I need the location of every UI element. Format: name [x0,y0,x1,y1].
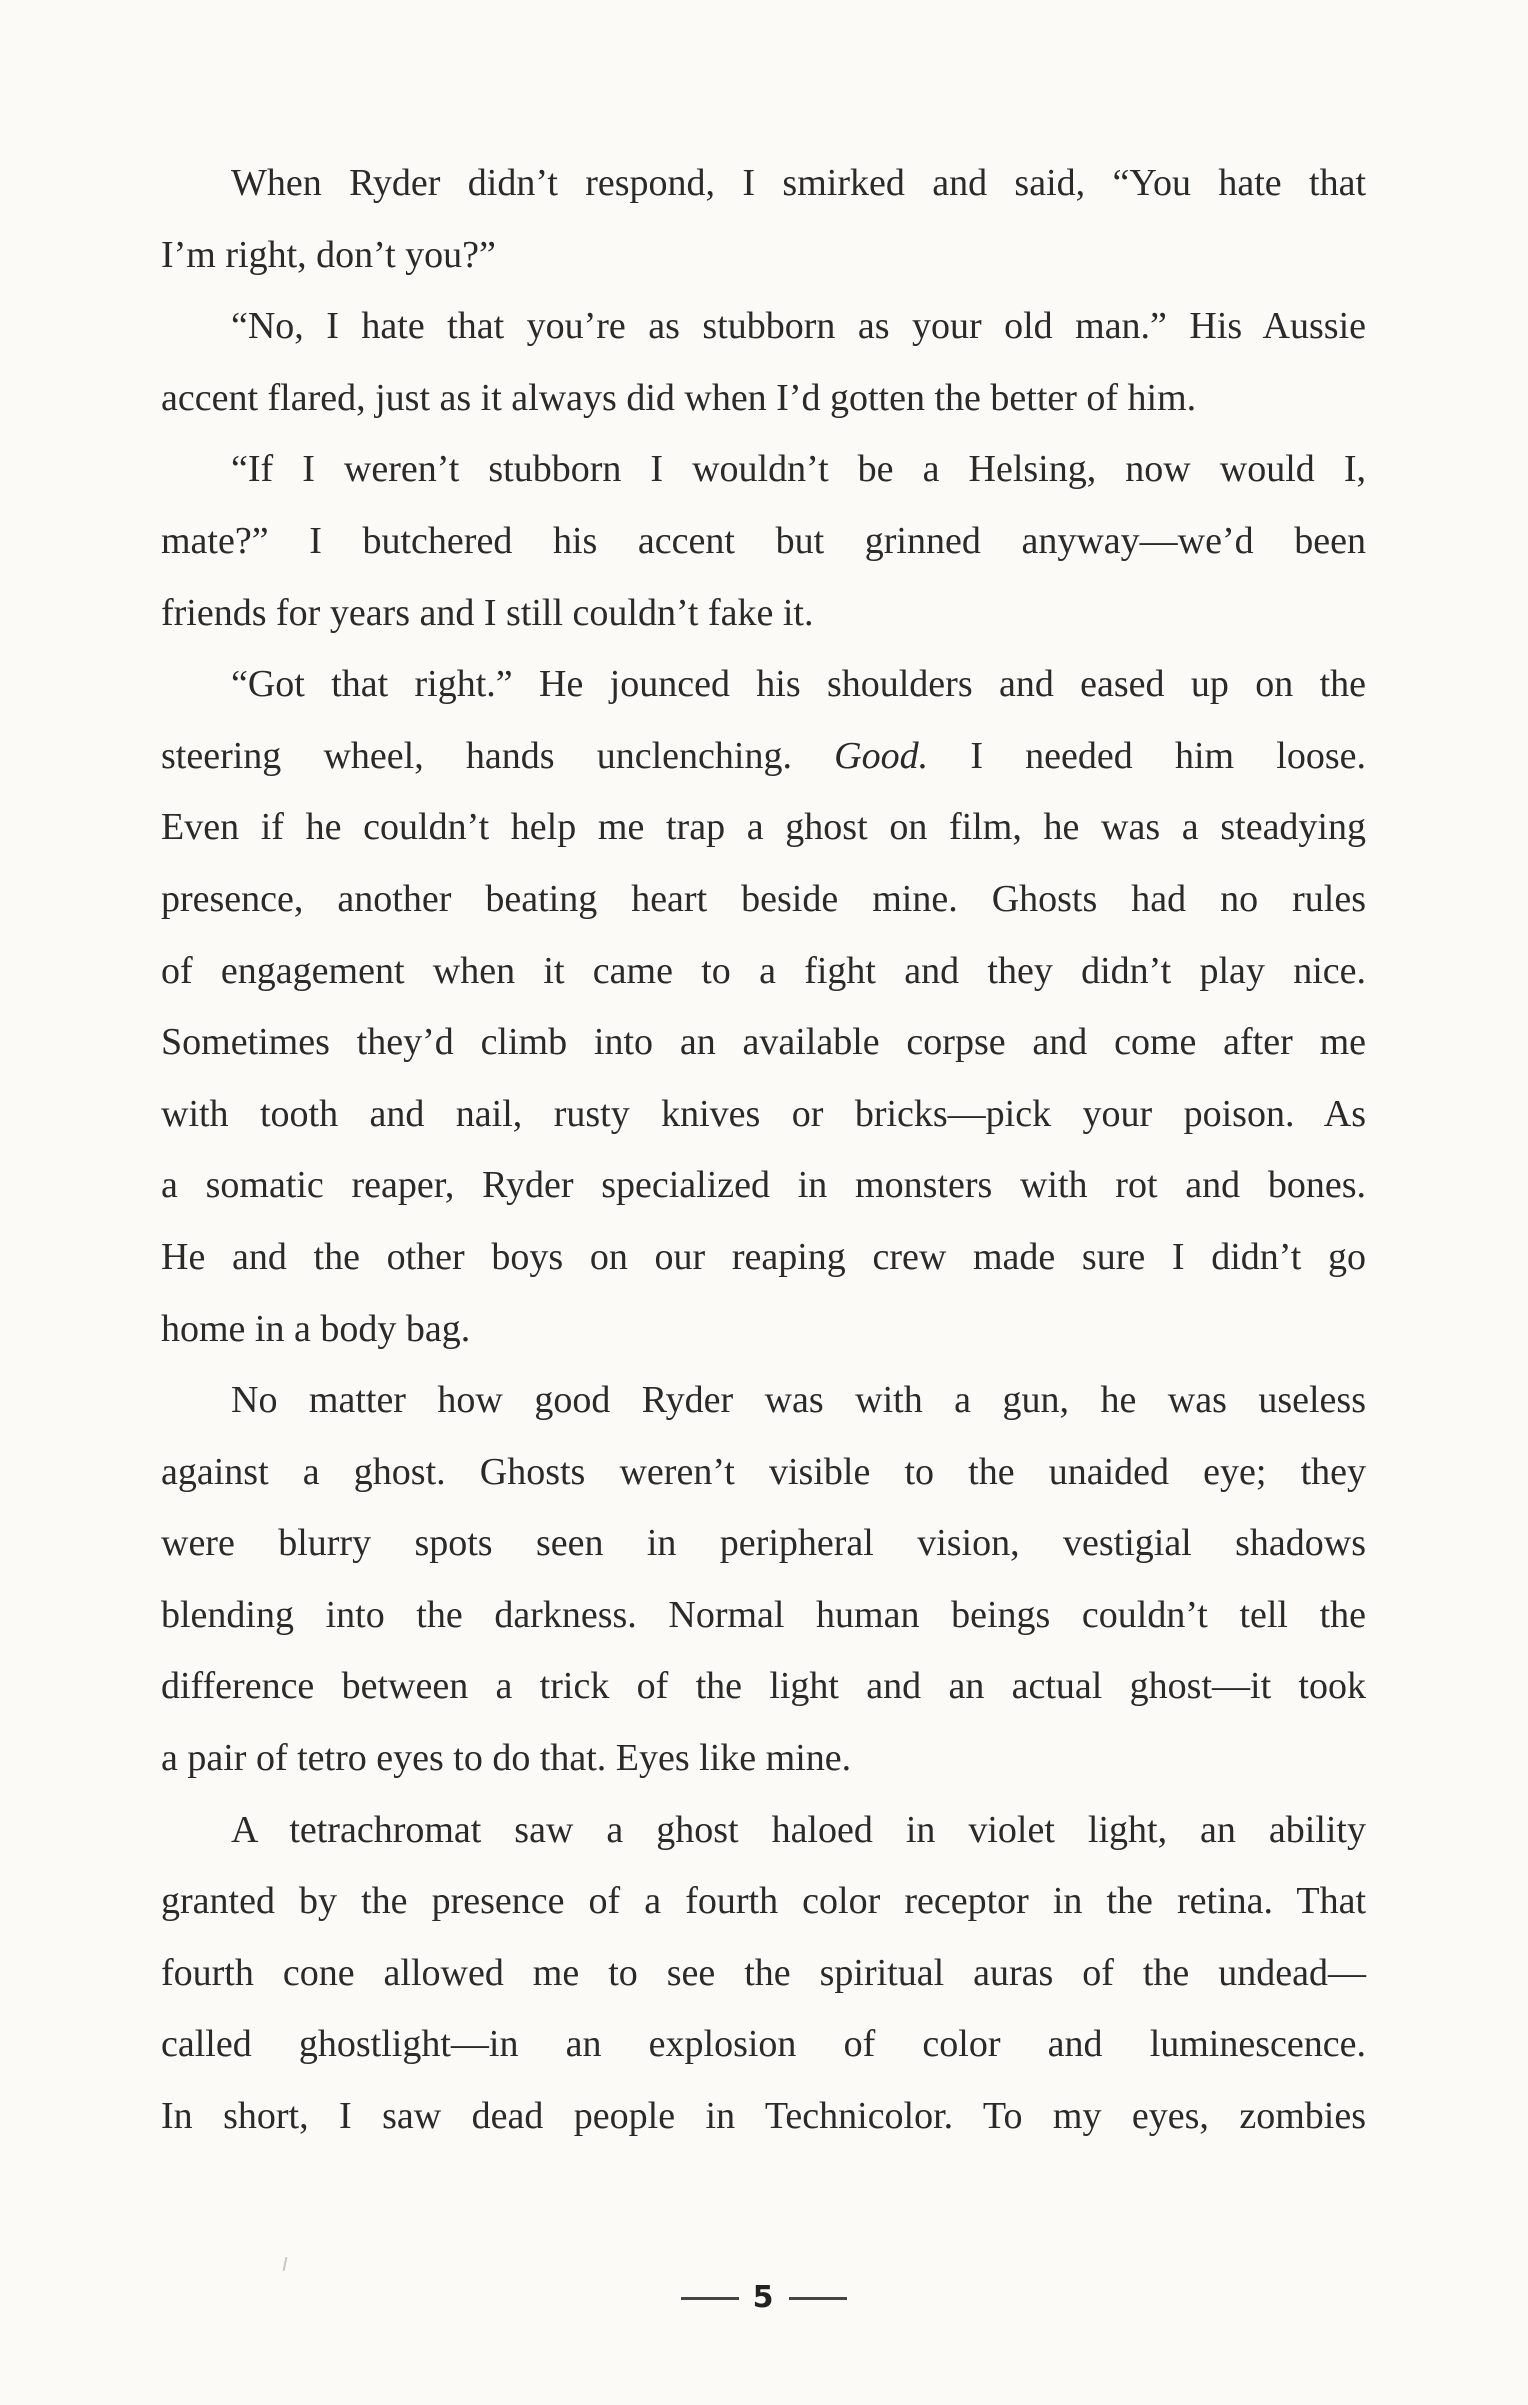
paragraph-5 [161,1365,1366,1795]
text-line: granted by the presence of a fourth color receptor in the retina. That [161,1880,1366,1923]
footer-dash-left [681,2297,739,2300]
text-line: He and the other boys on our reaping crew made sure I didn’t go [161,1235,1366,1278]
text-line: Even if he couldn’t help me trap a ghost on film, he was a steadying [161,806,1366,849]
italic-word: Good. [834,734,929,777]
text-line: I’m right, don’t you?” [161,233,496,276]
text-line: difference between a trick of the light and an actual ghost—it took [161,1665,1366,1708]
paragraph-6 [161,1795,1366,2153]
paper-speck [283,2257,288,2271]
text-line: of engagement when it came to a fight and they didn’t play nice. [161,949,1366,992]
text-line: “Got that right.” He jounced his shoulders and eased up on the [231,663,1366,706]
text-line: presence, another beating heart beside mine. Ghosts had no rules [161,877,1366,920]
body-text [161,148,1366,2153]
paragraph-2 [161,291,1366,434]
paragraph-4 [161,649,1366,1365]
paragraph-1 [161,148,1366,291]
text-line: home in a body bag. [161,1307,471,1350]
paragraph-3 [161,434,1366,649]
text-span: I needed him loose. [928,734,1366,777]
text-line: against a ghost. Ghosts weren’t visible to the unaided eye; they [161,1450,1366,1493]
text-line: In short, I saw dead people in Technicolor. To my eyes, zombies [161,2095,1366,2138]
text-span: steering wheel, hands unclenching. [161,734,835,777]
text-line: were blurry spots seen in peripheral vision, vestigial shadows [161,1522,1366,1565]
text-line: with tooth and nail, rusty knives or bricks—pick your poison. As [161,1092,1366,1135]
text-line: “If I weren’t stubborn I wouldn’t be a Helsing, now would I, [231,448,1366,491]
text-line: No matter how good Ryder was with a gun, he was useless [231,1379,1366,1422]
text-line: a pair of tetro eyes to do that. Eyes like mine. [161,1737,852,1780]
text-line: a somatic reaper, Ryder specialized in monsters with rot and bones. [161,1164,1366,1207]
text-line: accent flared, just as it always did when I’d gotten the better of him. [161,376,1197,419]
text-line: blending into the darkness. Normal human beings couldn’t tell the [161,1593,1366,1636]
text-line-with-italic [161,721,1366,793]
footer-dash-right [789,2297,847,2300]
text-line: called ghostlight—in an explosion of color and luminescence. [161,2023,1366,2066]
text-line: fourth cone allowed me to see the spiritual auras of the undead— [161,1951,1366,1994]
text-line: friends for years and I still couldn’t fake it. [161,591,814,634]
text-line: Sometimes they’d climb into an available corpse and come after me [161,1021,1366,1064]
text-line: mate?” I butchered his accent but grinned anyway—we’d been [161,519,1366,562]
text-line: “No, I hate that you’re as stubborn as your old man.” His Aussie [231,305,1366,348]
page-footer [0,2280,1528,2315]
page-number: 5 [752,2280,776,2315]
text-line: A tetrachromat saw a ghost haloed in violet light, an ability [231,1808,1366,1851]
text-line: When Ryder didn’t respond, I smirked and said, “You hate that [231,162,1366,204]
